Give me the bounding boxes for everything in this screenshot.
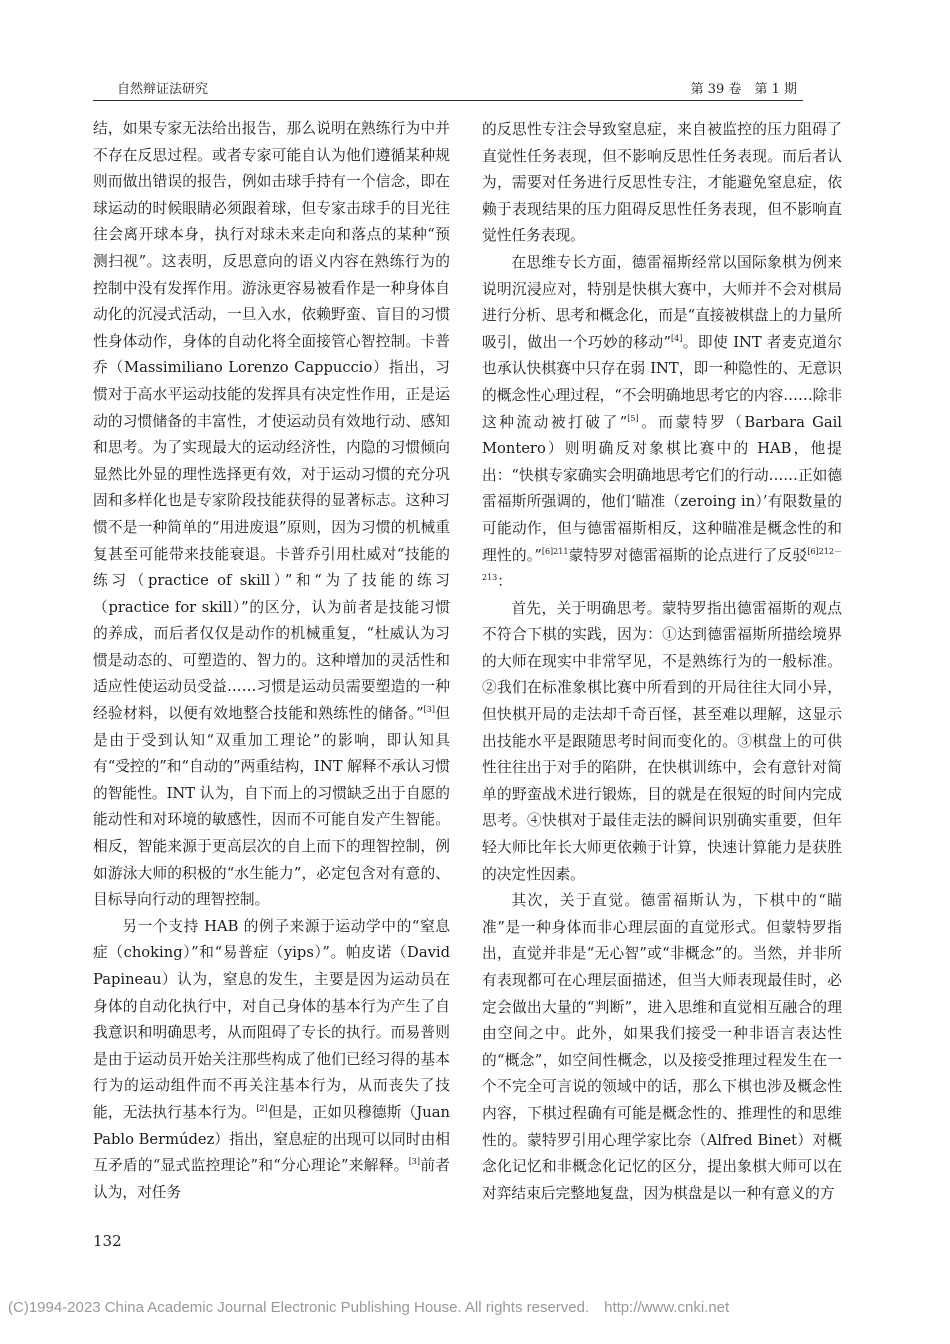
running-header <box>93 78 805 100</box>
paragraph-text: 首先，关于明确思考。蒙特罗指出德雷福斯的观点不符合下棋的实践，因为：①达到德雷福斯所描绘境界的大师在现实中非常罕见，不是熟练行为的一般标准。②我们在标准象棋比赛中所看到的开局往往大同小异，但快棋开局的走法却千奇百怪，甚至难以理解，这显示出技能水平是跟随思考时间而变化的。③棋盘上的可供性往往出于对手的陷阱，在快棋训练中，会有意针对简单的野蛮战术进行锻炼，目的就是在很短的时间内完成思考。④快棋对于最佳走法的瞬间识别确实重要，但年轻大师比年长大师更依赖于计算，快速计算能力是获胜的决定性因素。 <box>482 599 842 883</box>
citation-ref: [2] <box>256 1104 268 1114</box>
paragraph-text: 但是由于受到认知“双重加工理论”的影响，即认知具有“受控的”和“自动的”两重结构，INT 解释不承认习惯的智能性。INT 认为，自下而上的习惯缺乏出于自愿的能动性和对环境的敏感性，因而不可能自发产生智能。相反，智能来源于更高层次的自上而下的理智控制，例如游泳大师的积极的“水生能力”，必定包含对有意的、目标导向行动的理智控制。 <box>93 705 450 909</box>
left-column <box>93 116 450 1206</box>
paragraph-text: 结，如果专家无法给出报告，那么说明在熟练行为中并不存在反思过程。或者专家可能自认为他们遵循某种规则而做出错误的报告，例如击球手持有一个信念，即在球运动的时候眼睛必须跟着球，但专家击球手的目光往往会离开球本身，执行对球未来走向和落点的某种“预测扫视”。这表明，反思意向的语义内容在熟练行为的控制中没有发挥作用。游泳更容易被看作是一种身体自动化的沉浸式活动，一旦入水，依赖野蛮、盲目的习惯性身体动作，身体的自动化将全面接管心智控制。卡普乔（Massimiliano Lorenzo Cappuccio）指出，习惯对于高水平运动技能的发挥具有决定性作用，正是运动的习惯储备的丰富性，才使运动员有效地行动、感知和思考。为了实现最大的运动经济性，内隐的习惯倾向显然比外显的理性选择更有效，对于运动习惯的充分巩固和多样化也是专家阶段技能获得的显著标志。这种习惯不是一种简单的“用进废退”原则，因为习惯的机械重复甚至可能带来技能衰退。卡普乔引用杜威对“技能的练习（practice of skill）”和“为了技能的练习（practice for skill）”的区分，认为前者是技能习惯的养成，而后者仅仅是动作的机械重复，“杜威认为习惯是动态的、可塑造的、智力的。这种增加的灵活性和适应性使运动员受益……习惯是运动员需要塑造的一种经验材料，以便有效地整合技能和熟练性的储备。” <box>93 120 450 723</box>
citation-ref: [5] <box>627 413 639 423</box>
paragraph-text: 但是，正如贝穆德斯（Juan Pablo Bermúdez）指出，窒息症的出现可以同时由相互矛盾的“显式监控理论”和“分心理论”来解释。 <box>93 1103 450 1175</box>
paragraph <box>482 596 842 889</box>
paragraph <box>482 117 842 250</box>
paragraph-text: 的反思性专注会导致窒息症，来自被监控的压力阻碍了直觉性任务表现，但不影响反思性任务表现。而后者认为，需要对任务进行反思性专注，才能避免窒息症，依赖于表现结果的压力阻碍反思性任务表现，但不影响直觉性任务表现。 <box>482 121 842 245</box>
paragraph <box>482 888 842 1207</box>
paragraph-text: ： <box>497 573 512 591</box>
copyright-footer: (C)1994-2023 China Academic Journal Electronic Publishing House. All rights reserved. http://www.cnki.net <box>8 1299 730 1316</box>
paragraph-text: 蒙特罗对德雷福斯的论点进行了反驳 <box>568 546 808 564</box>
paragraph <box>93 116 450 914</box>
citation-ref: [3] <box>423 705 435 715</box>
page-number: 132 <box>93 1232 122 1250</box>
citation-ref: [4] <box>671 333 683 343</box>
paragraph-text: 。即使 INT 者麦克道尔也承认快棋赛中只存在弱 INT，即一种隐性的、无意识的概念性心理过程，“不会明确地思考它的内容……除非这种流动被打破了” <box>482 333 843 431</box>
header-rule <box>93 100 803 101</box>
right-column <box>482 117 842 1207</box>
citation-ref: [6]212－213 <box>482 546 842 583</box>
paragraph <box>93 914 450 1207</box>
paragraph-text: 另一个支持 HAB 的例子来源于运动学中的“窒息症（choking）”和“易普症（yips）”。帕皮诺（David Papineau）认为，窒息的发生，主要是因为运动员在身体的自动化执行中，对自己身体的基本行为产生了自我意识和明确思考，从而阻碍了专长的执行。而易普则是由于运动员开始关注那些构成了他们已经习得的基本行为的运动组件而不再关注基本行为，从而丧失了技能，无法执行基本行为。 <box>93 917 450 1121</box>
citation-ref: [3] <box>408 1157 421 1167</box>
paragraph-text: 在思维专长方面，德雷福斯经常以国际象棋为例来说明沉浸应对，特别是快棋大赛中，大师并不会对棋局进行分析、思考和概念化，而是“直接被棋盘上的力量所吸引，做出一个巧妙的移动” <box>482 253 843 351</box>
paragraph-text: 。而蒙特罗（Barbara Gail Montero）则明确反对象棋比赛中的 HAB，他提出：“快棋专家确实会明确地思考它们的行动……正如德雷福斯所强调的，他们‘瞄准（zeroing in）’有限数量的可能动作，但与德雷福斯相反，这种瞄准是概念性的和理性的。” <box>482 413 843 564</box>
citation-ref: [6]211 <box>541 546 569 556</box>
paragraph <box>482 250 842 596</box>
issue-label: 第 39 卷 第 1 期 <box>690 82 797 97</box>
paragraph-text: 前者认为，对任务 <box>93 1157 450 1201</box>
paragraph-text: 其次，关于直觉。德雷福斯认为，下棋中的“瞄准”是一种身体而非心理层面的直觉形式。但蒙特罗指出，直觉并非是“无心智”或“非概念”的。当然，并非所有表现都可在心理层面描述，但当大师表现最佳时，必定会做出大量的“判断”，进入思维和直觉相互融合的理由空间之中。此外，如果我们接受一种非语言表达性的“概念”，如空间性概念，以及接受推理过程发生在一个不完全可言说的领域中的话，那么下棋也涉及概念性内容，下棋过程确有可能是概念性的、推理性的和思维性的。蒙特罗引用心理学家比奈（Alfred Binet）对概念化记忆和非概念化记忆的区分，提出象棋大师可以在对弈结束后完整地复盘，因为棋盘是以一种有意义的方 <box>482 892 842 1202</box>
journal-title: 自然辩证法研究 <box>117 82 209 97</box>
